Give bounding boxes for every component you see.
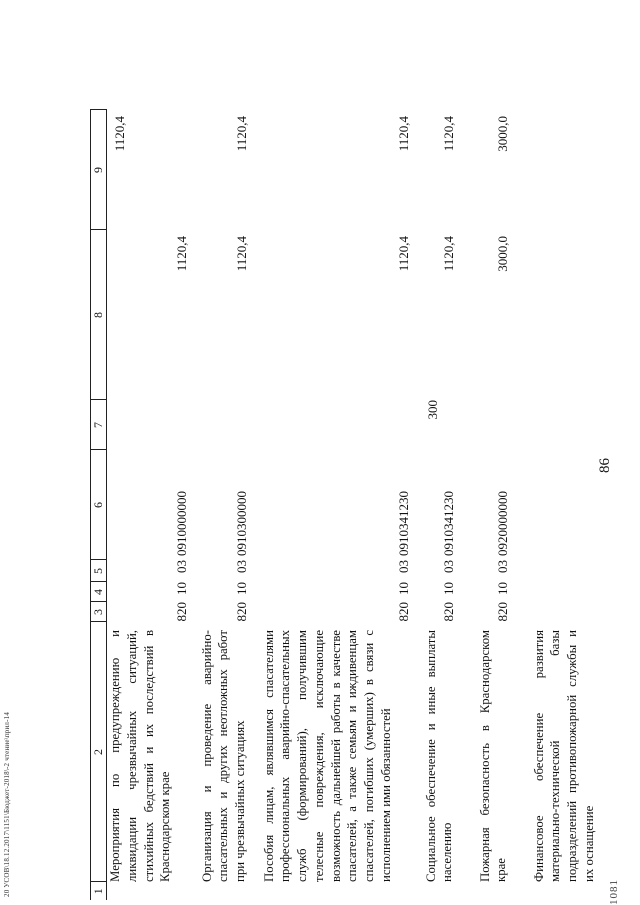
row-name: Финансовое обеспечение развития материально-технической базы подразделений противопожарной службы и их оснащение: [531, 630, 596, 882]
cell-vr: [477, 400, 531, 450]
header-cell: 4: [91, 582, 107, 602]
header-cell: 9: [91, 110, 107, 230]
cell-vr: [531, 400, 598, 450]
table-row: [261, 110, 423, 900]
header-cell: 3: [91, 602, 107, 622]
header-cell: 5: [91, 560, 107, 582]
row-name: Мероприятия по предупреждению и ликвидации чрезвычайных ситуаций, стихийных бедствий и их последствий в Краснодарском крае: [108, 630, 173, 882]
cell-rz: 10: [494, 582, 510, 595]
row-name: Пособия лицам, являвшимся спасателями профессиональных аварийно-спасательных служб (формирований), получившим телесные повреждения, исключающие возможность дальнейшей работы в качестве спасателей, а также семьям и иждивенцам спасателей, погибших (умерших) в связи с исполнением ими обязанностей: [261, 630, 394, 882]
table-header-row: [91, 110, 107, 900]
row-name: Социальное обеспечение и иные выплаты населению: [423, 630, 455, 882]
cell-pr: [531, 560, 598, 582]
cell-glav: [531, 602, 598, 622]
cell-sum-2019: 1120,4: [395, 116, 411, 152]
cell-glav: 820: [494, 602, 510, 622]
table-row: [531, 110, 598, 900]
cell-sum-2018: 3000,0: [494, 236, 510, 272]
table-row: [107, 110, 199, 900]
cell-csr: 0920000000: [494, 491, 510, 556]
cell-csr: [531, 450, 598, 560]
cell-glav: 820: [233, 602, 249, 622]
cell-pr: 03: [440, 560, 456, 573]
cell-pr: 03: [395, 560, 411, 573]
cell-sum-2018: 1120,4: [395, 236, 411, 272]
cell-rz: 10: [174, 582, 189, 595]
cell-rz: [531, 582, 598, 602]
header-cell: 7: [91, 400, 107, 450]
row-name: Пожарная безопасность в Краснодарском крае: [477, 630, 509, 882]
cell-glav: 820: [174, 602, 189, 622]
cell-vr: 300: [424, 400, 440, 420]
cell-pr: 03: [233, 560, 249, 573]
header-cell: 2: [91, 622, 107, 882]
cell-glav: 820: [440, 602, 456, 622]
budget-table: [90, 110, 598, 901]
cell-vr: [199, 400, 261, 450]
cell-sum-2019: 1120,4: [112, 116, 127, 152]
cell-glav: 820: [395, 602, 411, 622]
cell-sum-2018: [531, 230, 598, 400]
page-number: 86: [597, 458, 613, 473]
table-row: [423, 110, 477, 900]
cell-pr: 03: [494, 560, 510, 573]
row-name: Организация и проведение аварийно-спасательных и других неотложных работ при чрезвычайных ситуациях: [199, 630, 248, 882]
cell-pr: 03: [174, 560, 189, 573]
cell-sum-2019: 1120,4: [440, 116, 456, 152]
cell-rz: 10: [395, 582, 411, 595]
document-footer: 20 УСОВ\18.12.2017\1151\Бюджет-2018\-2 чтение\прил-14: [3, 711, 11, 897]
header-cell: 1: [91, 882, 107, 900]
cell-csr: 0910000000: [174, 491, 189, 556]
cell-sum-2019: 1120,4: [233, 116, 249, 152]
cell-sum-2018: 1120,4: [440, 236, 456, 272]
cell-vr: [261, 400, 423, 450]
header-cell: 6: [91, 450, 107, 560]
cell-sum-2018: 1120,4: [174, 236, 189, 272]
cell-csr: 0910300000: [233, 491, 249, 556]
cell-sum-2018: 1120,4: [233, 236, 249, 272]
corner-mark: 1081: [608, 879, 620, 905]
cell-sum-2019: [531, 110, 598, 230]
cell-rz: 10: [440, 582, 456, 595]
header-cell: 8: [91, 230, 107, 400]
table-row: [199, 110, 261, 900]
cell-sum-2019: 3000,0: [494, 116, 510, 152]
table-row: [477, 110, 531, 900]
cell-rz: 10: [233, 582, 249, 595]
cell-csr: 0910341230: [440, 491, 456, 556]
cell-csr: 0910341230: [395, 491, 411, 556]
cell-vr: [107, 400, 199, 450]
